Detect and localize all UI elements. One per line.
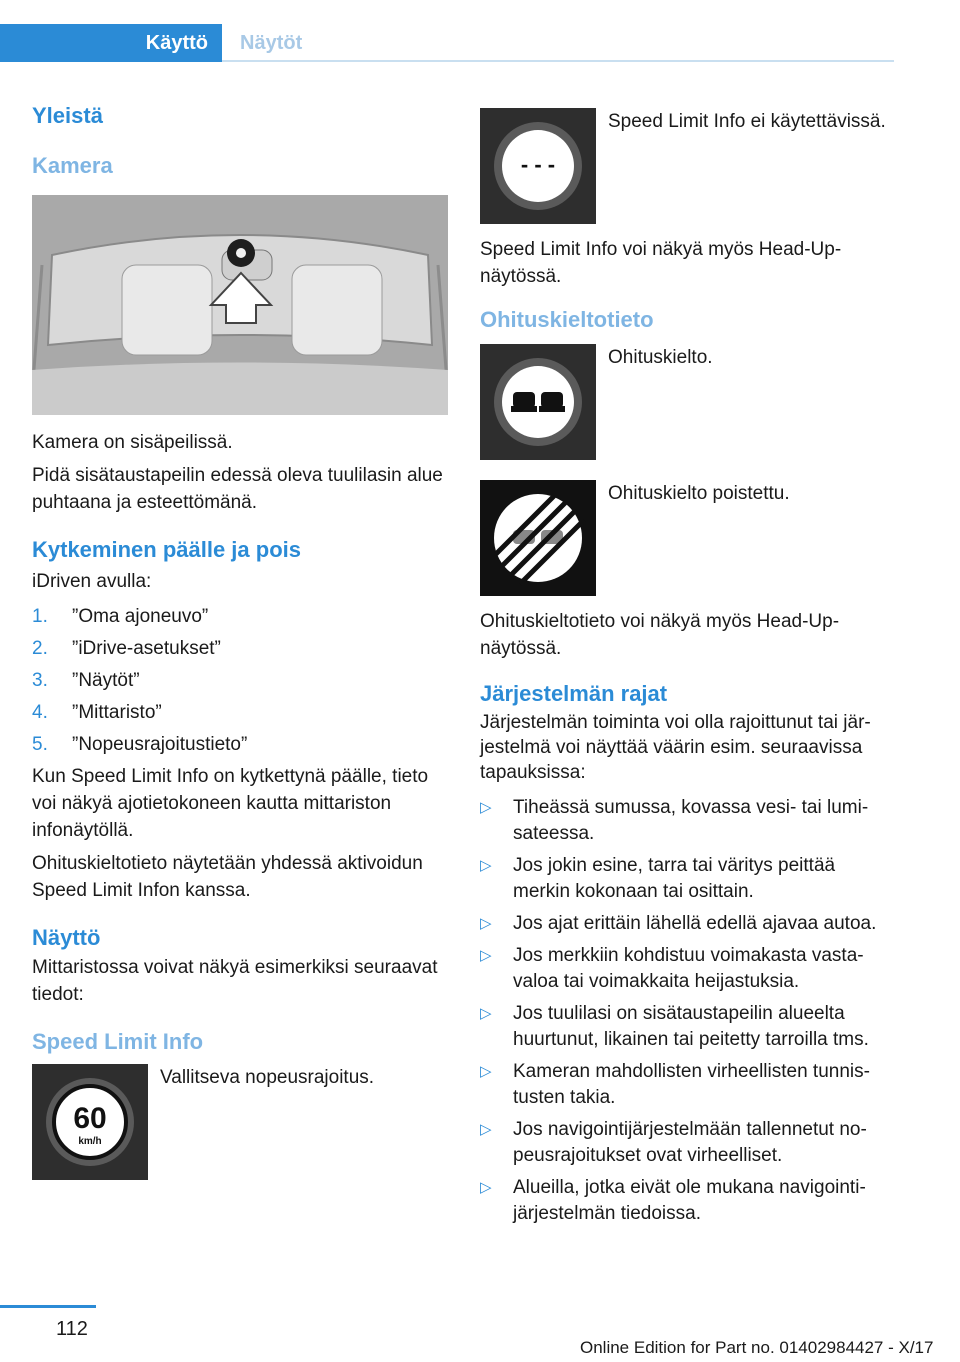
list-item: 3. ”Näytöt”	[32, 670, 140, 691]
para-mittaristo: Mittaristossa voivat näkyä esimerkiksi seuraavat tiedot:	[32, 957, 438, 1005]
triangle-bullet-icon: ▷	[480, 1179, 492, 1196]
para-kamera-location: Kamera on sisäpeilissä.	[32, 432, 233, 453]
triangle-bullet-icon: ▷	[480, 1063, 492, 1080]
camera-figure	[32, 195, 448, 415]
para-hud1: Speed Limit Info voi näkyä myös Head-Up-näytössä.	[480, 239, 842, 287]
heading-speed-limit-info: Speed Limit Info	[32, 1029, 204, 1054]
triangle-bullet-icon: ▷	[480, 1005, 492, 1022]
sign-caption-unavailable: Speed Limit Info ei käytettävissä.	[608, 111, 886, 132]
para-idrive: iDriven avulla:	[32, 571, 152, 592]
sign-row-unavailable	[480, 108, 895, 224]
speed-limit-60-sign	[32, 1064, 148, 1180]
heading-yleista: Yleistä	[32, 103, 103, 128]
triangle-bullet-icon: ▷	[480, 947, 492, 964]
heading-kamera: Kamera	[32, 153, 113, 178]
edition-note: Online Edition for Part no. 01402984427 - X/17	[580, 1338, 934, 1357]
svg-text:60: 60	[73, 1102, 107, 1135]
list-item: 5. ”Nopeusrajoitustieto”	[32, 734, 248, 755]
steps-list	[32, 601, 452, 761]
sign-caption-speed: Vallitseva nopeusrajoitus.	[160, 1067, 375, 1088]
para-rajat: Järjestelmän toiminta voi olla rajoittunut tai järjestelmä voi näyttää väärin esim. seuraavissa tapauksissa:	[480, 712, 871, 783]
left-column	[32, 96, 452, 1180]
sign-row-no-overtaking	[480, 344, 895, 460]
svg-text:km/h: km/h	[78, 1136, 102, 1147]
list-item: ▷ Jos navigointijärjestelmään tallennetut nopeusrajoitukset ovat virheelliset.	[480, 1117, 895, 1169]
tab-underline	[222, 60, 894, 62]
header-bar	[0, 0, 960, 64]
speed-limit-unavailable-sign	[480, 108, 596, 224]
footer-rule	[0, 1305, 96, 1308]
list-item: 2. ”iDrive-asetukset”	[32, 638, 221, 659]
list-item: ▷ Tiheässä sumussa, kovassa vesi- tai lumisateessa.	[480, 795, 895, 847]
heading-jarjestelman-rajat: Järjestelmän rajat	[480, 681, 668, 706]
heading-kytkeminen: Kytkeminen päälle ja pois	[32, 537, 301, 562]
list-item: ▷ Jos merkkiin kohdistuu voimakasta vastavaloa tai voimakkaita heijastuksia.	[480, 943, 895, 995]
tab-kaytto[interactable]: Käyttö	[0, 24, 222, 62]
list-item: 4. ”Mittaristo”	[32, 702, 162, 723]
list-item: ▷ Kameran mahdollisten virheellisten tunnistusten takia.	[480, 1059, 895, 1111]
right-column	[480, 108, 895, 1233]
tab-naytot[interactable]: Näytöt	[240, 32, 303, 54]
sign-caption-no-overtaking-end: Ohituskielto poistettu.	[608, 483, 790, 504]
sign-caption-no-overtaking: Ohituskielto.	[608, 347, 713, 368]
limits-list	[480, 795, 895, 1227]
para-kun: Kun Speed Limit Info on kytkettynä päälle, tieto voi näkyä ajotietokoneen kautta mittariston infonäytöllä.	[32, 766, 429, 841]
list-item: ▷ Alueilla, jotka eivät ole mukana navigointijärjestelmän tiedoissa.	[480, 1175, 895, 1227]
para-ohitus: Ohituskieltotieto näytetään yhdessä aktivoidun Speed Limit Infon kanssa.	[32, 853, 423, 901]
para-kamera-clean: Pidä sisätaustapeilin edessä oleva tuulilasin alue puhtaana ja esteettömänä.	[32, 465, 443, 513]
triangle-bullet-icon: ▷	[480, 915, 492, 932]
triangle-bullet-icon: ▷	[480, 1121, 492, 1138]
list-item: ▷ Jos jokin esine, tarra tai väritys peittää merkin kokonaan tai osittain.	[480, 853, 895, 905]
heading-naytto: Näyttö	[32, 925, 101, 950]
list-item: ▷ Jos ajat erittäin lähellä edellä ajavaa autoa.	[480, 911, 895, 937]
svg-text:- - -: - - -	[520, 152, 556, 177]
sign-row-speed	[32, 1064, 452, 1180]
no-overtaking-end-sign	[480, 480, 596, 596]
sign-row-no-overtaking-end	[480, 480, 895, 596]
para-hud2: Ohituskieltotieto voi näkyä myös Head-Up-näytössä.	[480, 611, 840, 659]
triangle-bullet-icon: ▷	[480, 857, 492, 874]
heading-ohituskieltotieto: Ohituskieltotieto	[480, 307, 654, 332]
list-item: ▷ Jos tuulilasi on sisätaustapeilin alueelta huurtunut, likainen tai peitetty tarroilla tms.	[480, 1001, 895, 1053]
list-item: 1. ”Oma ajoneuvo”	[32, 606, 209, 627]
triangle-bullet-icon: ▷	[480, 799, 492, 816]
page-number: 112	[56, 1318, 88, 1340]
no-overtaking-sign	[480, 344, 596, 460]
car-interior-illustration	[32, 195, 448, 415]
